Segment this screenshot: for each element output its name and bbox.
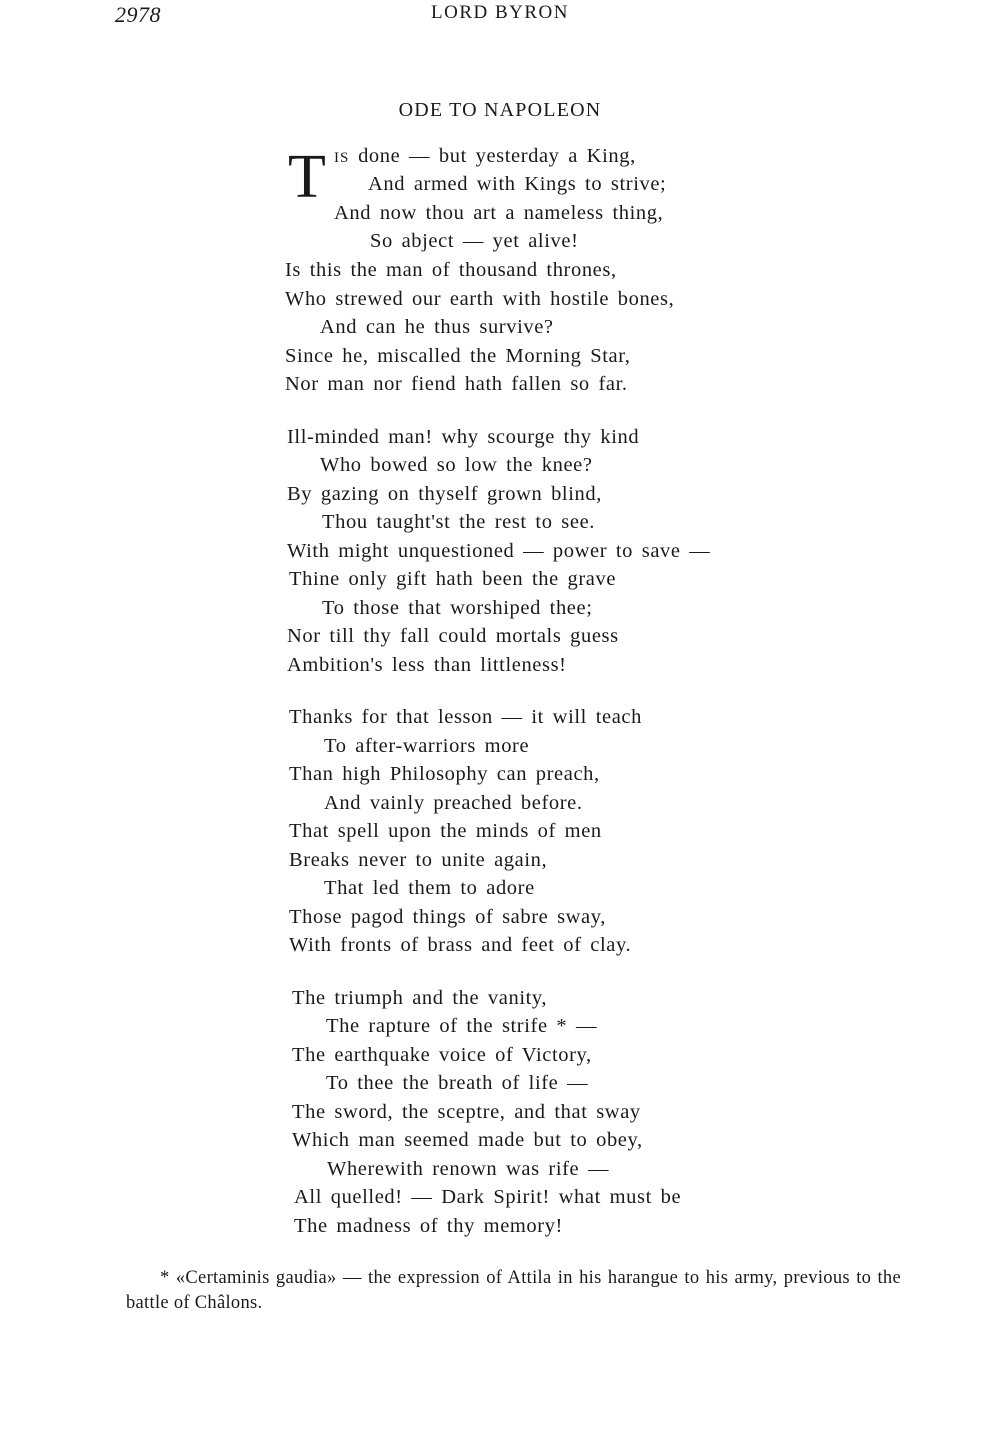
poem-line: With fronts of brass and feet of clay.	[289, 934, 632, 956]
poem-line: Which man seemed made but to obey,	[292, 1129, 643, 1151]
poem-line: That led them to adore	[324, 877, 535, 899]
poem-line: Thine only gift hath been the grave	[289, 568, 617, 590]
poem-line-text: done — but yesterday a King,	[349, 145, 636, 167]
poem-line: The sword, the sceptre, and that sway	[292, 1101, 641, 1123]
poem-line: Who bowed so low the knee?	[320, 454, 593, 476]
poem-line: Since he, miscalled the Morning Star,	[285, 345, 631, 367]
poem-line: Ill-minded man! why scourge thy kind	[287, 426, 640, 448]
poem-line: The madness of thy memory!	[294, 1215, 563, 1237]
poem-line: Those pagod things of sabre sway,	[289, 906, 606, 928]
poem-line: To thee the breath of life —	[326, 1072, 589, 1094]
drop-cap: T	[288, 143, 326, 211]
footnote: * «Certaminis gaudia» — the expression of Attila in his harangue to his army, previous to the battle of Châlons.	[126, 1268, 901, 1313]
poem-line: Breaks never to unite again,	[289, 849, 548, 871]
poem-line: Who strewed our earth with hostile bones,	[285, 288, 675, 310]
page-number: 2978	[115, 2, 161, 27]
poem-line: The rapture of the strife * —	[326, 1015, 598, 1037]
poem-line	[334, 145, 636, 168]
poem-line: That spell upon the minds of men	[289, 820, 602, 842]
poem-line: By gazing on thyself grown blind,	[287, 483, 602, 505]
poem-line: And vainly preached before.	[324, 792, 583, 814]
poem-line: Ambition's less than littleness!	[287, 654, 567, 676]
poem-line: To those that worshiped thee;	[322, 597, 593, 619]
dropcap-smallcaps: IS	[334, 150, 350, 166]
poem-line: Nor till thy fall could mortals guess	[287, 625, 619, 647]
poem-line: Is this the man of thousand thrones,	[285, 259, 617, 281]
poem-line: Than high Philosophy can preach,	[289, 763, 600, 785]
poem-line: The earthquake voice of Victory,	[292, 1044, 592, 1066]
poem-line: Thou taught'st the rest to see.	[322, 511, 595, 533]
poem-line: With might unquestioned — power to save —	[287, 540, 711, 562]
poem-line: Thanks for that lesson — it will teach	[289, 706, 642, 728]
poem-line: And now thou art a nameless thing,	[334, 202, 664, 224]
poem-line: So abject — yet alive!	[370, 230, 579, 252]
poem-line: All quelled! — Dark Spirit! what must be	[294, 1186, 682, 1208]
poem-line: The triumph and the vanity,	[292, 987, 548, 1009]
poem-line: And can he thus survive?	[320, 316, 554, 338]
poem-line: To after-warriors more	[324, 735, 530, 757]
poem-line: Wherewith renown was rife —	[327, 1158, 610, 1180]
poem-line: Nor man nor fiend hath fallen so far.	[285, 373, 628, 395]
poem-title: ODE TO NAPOLEON	[398, 99, 602, 121]
poem-line: And armed with Kings to strive;	[368, 173, 667, 195]
running-head: LORD BYRON	[431, 2, 569, 23]
